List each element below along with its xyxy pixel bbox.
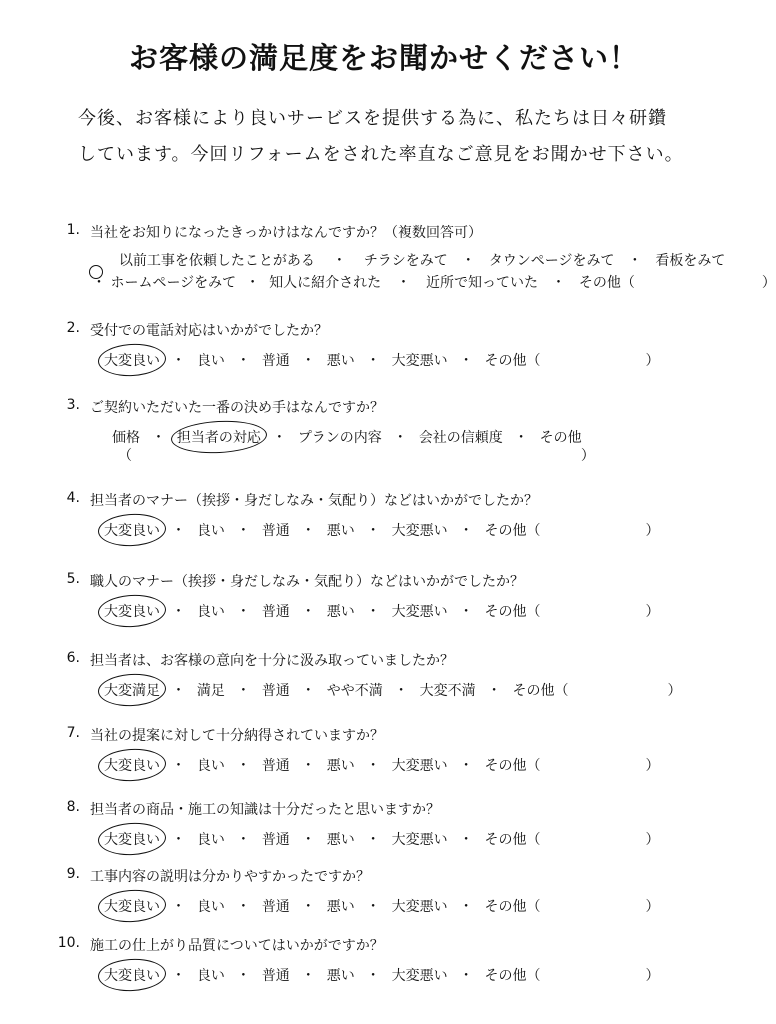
q1-option-other[interactable]: その他（: [578, 275, 635, 291]
q8-option-selected[interactable]: 大変良い: [104, 829, 160, 849]
q5-option-5[interactable]: 大変悪い: [391, 604, 448, 620]
q3-options: 価格 ・ 担当者の対応 ・ プランの内容 ・ 会社の信頼度 ・ その他: [112, 427, 582, 447]
q4-option-3[interactable]: 普通: [261, 523, 290, 539]
q7-option-other[interactable]: その他（: [484, 758, 541, 774]
q6-option-2[interactable]: 満足: [196, 683, 225, 699]
q1-other-close: ）: [761, 275, 776, 291]
q5-option-selected[interactable]: 大変良い: [104, 601, 160, 621]
q4-options: 大変良い ・ 良い ・ 普通 ・ 悪い ・ 大変悪い ・ その他（ ）: [104, 520, 659, 540]
intro-line-1: 今後、お客様により良いサービスを提供する為に、私たちは日々研鑽: [78, 108, 667, 129]
q3-option-plan[interactable]: プランの内容: [297, 430, 382, 446]
q2-option-3[interactable]: 普通: [261, 353, 290, 369]
q10-options: 大変良い ・ 良い ・ 普通 ・ 悪い ・ 大変悪い ・ その他（ ）: [104, 965, 659, 985]
q10-option-5[interactable]: 大変悪い: [391, 968, 448, 984]
q2-option-2[interactable]: 良い: [196, 353, 225, 369]
question-number: 2.: [66, 320, 80, 336]
q3-option-trust[interactable]: 会社の信頼度: [418, 430, 503, 446]
q7-option-4[interactable]: 悪い: [326, 758, 355, 774]
question-number: 10.: [57, 935, 80, 951]
q6-option-3[interactable]: 普通: [261, 683, 290, 699]
q10-option-selected[interactable]: 大変良い: [104, 965, 160, 985]
question-text: 担当者のマナー（挨拶・身だしなみ・気配り）などはいかがでしたか？: [90, 493, 538, 509]
question-number: 9.: [66, 866, 80, 882]
q9-option-other[interactable]: その他（: [484, 899, 541, 915]
q4-option-5[interactable]: 大変悪い: [391, 523, 448, 539]
q10-option-3[interactable]: 普通: [261, 968, 290, 984]
q3-option-price[interactable]: 価格: [112, 430, 140, 446]
q2-option-4[interactable]: 悪い: [326, 353, 355, 369]
question-10: [0, 935, 768, 1005]
q3-option-other[interactable]: その他: [539, 430, 582, 446]
q1-option-signboard[interactable]: 看板をみて: [655, 253, 726, 269]
q8-option-3[interactable]: 普通: [261, 832, 290, 848]
q1-options-line-2: ・ ホームページをみて ・ 知人に紹介された ・ 近所で知っていた ・ その他（ ）: [92, 272, 776, 292]
q1-options-line-1: 以前工事を依頼したことがある ・ チラシをみて ・ タウンページをみて ・ 看板をみて: [90, 250, 725, 270]
question-3: [0, 397, 768, 467]
question-number: 3.: [66, 397, 80, 413]
question-text: 当社をお知りになったきっかけはなんですか？（複数回答可）: [90, 225, 482, 241]
q1-option-nearby[interactable]: 近所で知っていた: [426, 275, 538, 291]
q5-option-3[interactable]: 普通: [261, 604, 290, 620]
q9-options: 大変良い ・ 良い ・ 普通 ・ 悪い ・ 大変悪い ・ その他（ ）: [104, 896, 659, 916]
question-number: 1.: [66, 222, 80, 238]
q9-option-2[interactable]: 良い: [196, 899, 225, 915]
question-text: 受付での電話対応はいかがでしたか？: [90, 323, 328, 339]
q10-option-4[interactable]: 悪い: [326, 968, 355, 984]
question-8: [0, 799, 768, 869]
q9-option-selected[interactable]: 大変良い: [104, 896, 160, 916]
q1-option-previous-work[interactable]: 以前工事を依頼したことがある: [118, 253, 315, 269]
q4-option-selected[interactable]: 大変良い: [104, 520, 160, 540]
question-number: 4.: [66, 490, 80, 506]
q5-option-other[interactable]: その他（: [484, 604, 541, 620]
q7-option-selected[interactable]: 大変良い: [104, 755, 160, 775]
q1-option-referral[interactable]: 知人に紹介された: [269, 275, 382, 291]
q8-option-other[interactable]: その他（: [484, 832, 541, 848]
question-text: 施工の仕上がり品質についてはいかがですか？: [90, 938, 384, 954]
q9-option-3[interactable]: 普通: [261, 899, 290, 915]
question-4: [0, 490, 768, 560]
q6-option-other[interactable]: その他（: [512, 683, 569, 699]
q7-option-5[interactable]: 大変悪い: [391, 758, 448, 774]
q5-options: 大変良い ・ 良い ・ 普通 ・ 悪い ・ 大変悪い ・ その他（ ）: [104, 601, 659, 621]
q8-option-4[interactable]: 悪い: [326, 832, 355, 848]
q2-option-selected[interactable]: 大変良い: [104, 350, 160, 370]
question-text: 当社の提案に対して十分納得されていますか？: [90, 728, 384, 744]
q7-options: 大変良い ・ 良い ・ 普通 ・ 悪い ・ 大変悪い ・ その他（ ）: [104, 755, 659, 775]
q4-option-2[interactable]: 良い: [196, 523, 225, 539]
question-5: [0, 571, 768, 641]
question-2: [0, 320, 768, 390]
question-number: 8.: [66, 799, 80, 815]
q5-option-2[interactable]: 良い: [196, 604, 225, 620]
q9-option-4[interactable]: 悪い: [326, 899, 355, 915]
q7-option-3[interactable]: 普通: [261, 758, 290, 774]
q8-option-5[interactable]: 大変悪い: [391, 832, 448, 848]
question-7: [0, 725, 768, 795]
survey-title: お客様の満足度をお聞かせください！: [128, 41, 639, 75]
q6-options: 大変満足 ・ 満足 ・ 普通 ・ やや不満 ・ 大変不満 ・ その他（ ）: [104, 680, 681, 700]
q1-option-town-page[interactable]: タウンページをみて: [488, 253, 615, 269]
q3-other-paren: （ ）: [118, 448, 595, 464]
question-6: [0, 650, 768, 720]
q3-option-selected[interactable]: 担当者の対応: [177, 427, 261, 447]
q6-option-selected[interactable]: 大変満足: [104, 680, 160, 700]
q2-options: 大変良い ・ 良い ・ 普通 ・ 悪い ・ 大変悪い ・ その他（ ）: [104, 350, 659, 370]
q6-option-5[interactable]: 大変不満: [419, 683, 476, 699]
q4-option-other[interactable]: その他（: [484, 523, 541, 539]
q4-option-4[interactable]: 悪い: [326, 523, 355, 539]
q9-option-5[interactable]: 大変悪い: [391, 899, 448, 915]
question-text: 担当者の商品・施工の知識は十分だったと思いますか？: [90, 802, 440, 818]
question-text: 担当者は、お客様の意向を十分に汲み取っていましたか？: [90, 653, 454, 669]
question-9: [0, 866, 768, 936]
question-text: ご契約いただいた一番の決め手はなんですか？: [90, 400, 384, 416]
q8-option-2[interactable]: 良い: [196, 832, 225, 848]
question-text: 職人のマナー（挨拶・身だしなみ・気配り）などはいかがでしたか？: [90, 574, 524, 590]
question-number: 7.: [66, 725, 80, 741]
q1-option-flyer[interactable]: チラシをみて: [363, 253, 448, 269]
q1-option-homepage[interactable]: ホームページをみて: [110, 275, 237, 291]
intro-line-2: しています。今回リフォームをされた率直なご意見をお聞かせ下さい。: [78, 144, 684, 165]
q8-options: 大変良い ・ 良い ・ 普通 ・ 悪い ・ 大変悪い ・ その他（ ）: [104, 829, 659, 849]
q6-option-4[interactable]: やや不満: [326, 683, 383, 699]
q2-option-other[interactable]: その他（: [484, 353, 541, 369]
q7-option-2[interactable]: 良い: [196, 758, 225, 774]
question-number: 5.: [66, 571, 80, 587]
q5-option-4[interactable]: 悪い: [326, 604, 355, 620]
q10-option-2[interactable]: 良い: [196, 968, 225, 984]
q10-option-other[interactable]: その他（: [484, 968, 541, 984]
question-text: 工事内容の説明は分かりやすかったですか？: [90, 869, 370, 885]
question-number: 6.: [66, 650, 80, 666]
q2-option-5[interactable]: 大変悪い: [391, 353, 448, 369]
